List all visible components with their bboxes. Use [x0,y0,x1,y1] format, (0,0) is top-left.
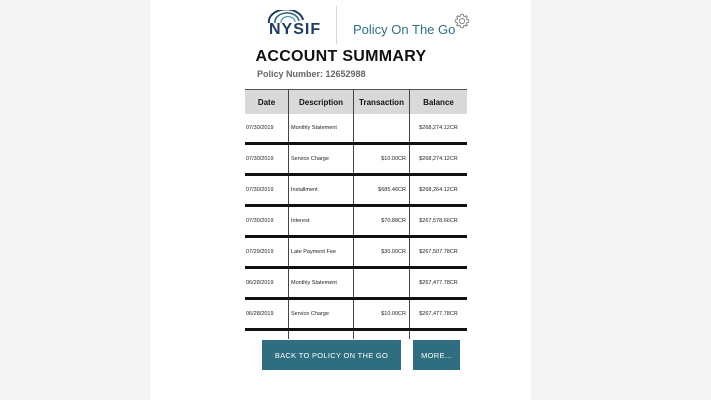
cell-date: 07/30/2019 [245,176,289,204]
app-header [151,0,531,50]
cell-description: Service Charge [289,145,354,173]
cell-date: 06/28/2019 [245,300,289,328]
cell-balance: $268,274.12CR [419,156,458,162]
account-summary-table [245,89,467,339]
cell-date: 07/30/2019 [245,114,289,142]
cell-empty [410,331,467,339]
cell-transaction: $70.88CR [354,207,410,235]
gear-icon[interactable] [454,13,470,29]
table-row [245,114,467,145]
cell-date: 07/29/2019 [245,238,289,266]
page-title: ACCOUNT SUMMARY [255,48,427,65]
back-to-policy-button[interactable]: BACK TO POLICY ON THE GO [262,340,401,370]
table-row [245,300,467,331]
cell-description: Monthly Statement [289,114,354,142]
cell-transaction: $30.00CR [354,238,410,266]
cell-transaction: $10.00CR [354,145,410,173]
app-title: Policy On The Go [353,22,456,37]
brand-name: NYSIF [269,21,322,38]
table-header [245,89,467,114]
nysif-logo [266,10,326,40]
cell-empty [245,331,289,339]
cell-empty [289,331,354,339]
cell-date: 07/30/2019 [245,207,289,235]
cell-transaction: $10.00CR [354,300,410,328]
app-screen [151,0,531,400]
table-row [245,207,467,238]
column-header-description: Description [289,90,354,114]
cell-balance: $267,477.78CR [419,311,458,317]
header-divider [336,6,337,44]
cell-description: Interest [289,207,354,235]
cell-date: 06/28/2019 [245,269,289,297]
cell-balance: $268,264.12CR [419,187,458,193]
table-row [245,238,467,269]
column-header-transaction: Transaction [354,90,410,114]
policy-number: Policy Number: 12652988 [257,69,366,79]
table-row [245,176,467,207]
cell-description: Monthly Statement [289,269,354,297]
cell-date: 07/30/2019 [245,145,289,173]
cell-description: Installment [289,176,354,204]
column-header-date: Date [245,90,289,114]
cell-description: Service Charge [289,300,354,328]
cell-transaction [354,114,410,142]
table-row-partial [245,331,467,339]
cell-transaction: $685.46CR [354,176,410,204]
cell-description: Late Payment Fee [289,238,354,266]
cell-balance: $267,477.78CR [419,280,458,286]
column-header-balance: Balance [423,97,454,107]
more-button[interactable]: MORE... [413,340,460,370]
cell-balance: $267,578.66CR [419,218,458,224]
cell-balance: $268,274.12CR [419,125,458,131]
table-row [245,269,467,300]
cell-balance: $267,507.78CR [419,249,458,255]
cell-transaction [354,269,410,297]
table-row [245,145,467,176]
cell-empty [354,331,410,339]
